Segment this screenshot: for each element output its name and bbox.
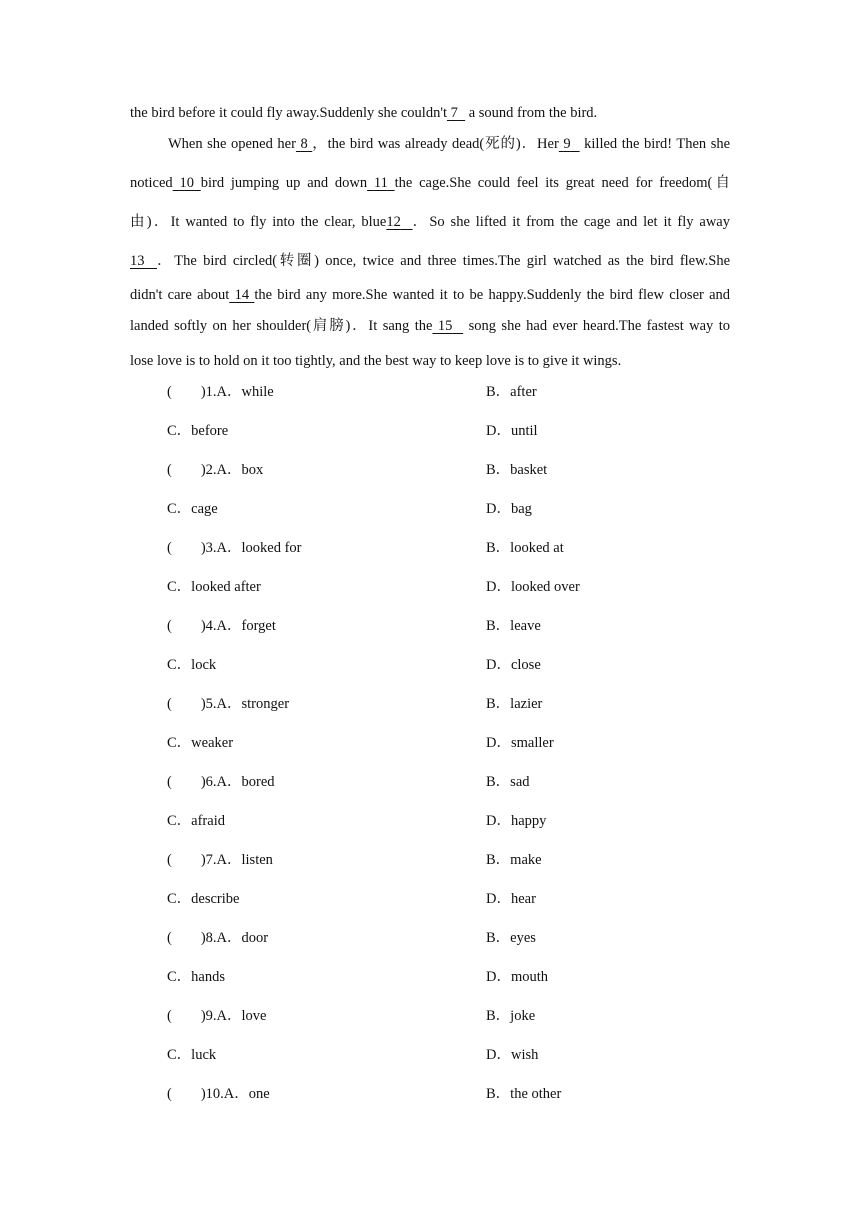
question-10-option-b: B．the other xyxy=(486,1086,562,1102)
question-9-option-b: B．joke xyxy=(486,1008,536,1024)
passage-line-6: didn't care about 14 the bird any more.She wanted it to be happy.Suddenly the bird flew closer and xyxy=(130,287,731,303)
passage-text: a sound from the bird. xyxy=(468,105,598,121)
passage-line-4: 由)．It wanted to fly into the clear, blue12 ．So she lifted it from the cage and let it fly away xyxy=(130,214,730,230)
question-1-option-d: D．until xyxy=(486,423,538,439)
passage-line-7: landed softly on her shoulder(肩膀)．It sang the 15 song she had ever heard.The fastest way to xyxy=(130,318,730,334)
blank-14: 14 xyxy=(234,287,250,303)
question-8-option-a: ( )8.A．door xyxy=(167,930,269,946)
question-8-option-c: C．hands xyxy=(167,969,225,985)
question-9-option-c: C．luck xyxy=(167,1047,217,1063)
blank-12: 12 xyxy=(386,214,401,230)
question-4-option-a: ( )4.A．forget xyxy=(167,618,276,634)
blank-7: 7 xyxy=(450,105,458,121)
question-7-option-b: B．make xyxy=(486,852,542,868)
question-8-option-d: D．mouth xyxy=(486,969,549,985)
passage-line-3: noticed 10 bird jumping up and down 11 the cage.She could feel its great need for freedom(自 xyxy=(130,175,731,191)
question-2-option-d: D．bag xyxy=(486,501,532,517)
question-4-option-c: C．lock xyxy=(167,657,217,673)
question-5-option-d: D．smaller xyxy=(486,735,554,751)
question-6-option-d: D．happy xyxy=(486,813,547,829)
passage-text: the bird before it could fly away.Suddenly she couldn't xyxy=(130,105,447,121)
question-9-option-d: D．wish xyxy=(486,1047,539,1063)
question-5-option-b: B．lazier xyxy=(486,696,543,712)
question-1-option-b: B．after xyxy=(486,384,537,400)
question-8-option-b: B．eyes xyxy=(486,930,536,946)
question-6-option-c: C．afraid xyxy=(167,813,225,829)
question-3-option-d: D．looked over xyxy=(486,579,580,595)
question-1-option-c: C．before xyxy=(167,423,229,439)
question-5-option-a: ( )5.A．stronger xyxy=(167,696,290,712)
question-7-option-d: D．hear xyxy=(486,891,536,907)
question-4-option-d: D．close xyxy=(486,657,541,673)
passage-line-1 xyxy=(130,103,730,123)
question-6-option-b: B．sad xyxy=(486,774,530,790)
question-7-option-c: C．describe xyxy=(167,891,240,907)
question-7-option-a: ( )7.A．listen xyxy=(167,852,273,868)
question-2-option-c: C．cage xyxy=(167,501,218,517)
blank-11: 11 xyxy=(373,175,388,191)
question-1-option-a: ( )1.A．while xyxy=(167,384,274,400)
blank-15: 15 xyxy=(437,318,453,334)
question-3-option-a: ( )3.A．looked for xyxy=(167,540,302,556)
question-6-option-a: ( )6.A．bored xyxy=(167,774,275,790)
question-3-option-c: C．looked after xyxy=(167,579,261,595)
passage-line-5: 13 ．The bird circled(转圈) once, twice and three times.The girl watched as the bird flew.She xyxy=(130,253,731,269)
passage-line-8: lose love is to hold on it too tightly, and the best way to keep love is to give it wings. xyxy=(130,353,622,369)
question-2-option-a: ( )2.A．box xyxy=(167,462,264,478)
question-5-option-c: C．weaker xyxy=(167,735,234,751)
passage-line-2: When she opened her 8 ，the bird was already dead(死的)．Her 9 killed the bird! Then she xyxy=(168,136,731,152)
blank-8: 8 xyxy=(300,136,308,152)
blank-9: 9 xyxy=(563,136,571,152)
question-10-option-a: ( )10.A．one xyxy=(167,1086,270,1102)
blank-10: 10 xyxy=(179,175,194,191)
blank-13: 13 xyxy=(130,253,145,269)
question-2-option-b: B．basket xyxy=(486,462,548,478)
question-3-option-b: B．looked at xyxy=(486,540,564,556)
question-9-option-a: ( )9.A．love xyxy=(167,1008,267,1024)
question-4-option-b: B．leave xyxy=(486,618,541,634)
